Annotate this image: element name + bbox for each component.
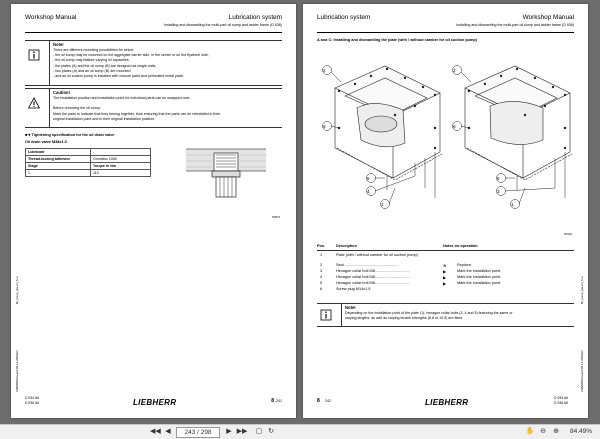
figure-id: f46873 xyxy=(272,216,280,219)
callout-label: 5 xyxy=(497,176,500,181)
table-row: Thread-locking adhesive Omnivisc 1050 xyxy=(26,156,151,163)
table-row: Stage Torque in Nm xyxy=(26,163,151,170)
footer-code: D 936 A6 xyxy=(25,401,39,405)
side-text: BI_issue_lpa-en_5-a xyxy=(580,276,584,304)
footer-code: D 936 A6 xyxy=(554,401,568,405)
section-title: A and C: Installing and dismantling the plate (with / without camber for oil suction pump) xyxy=(317,38,477,42)
liebherr-logo: LIEBHERR xyxy=(133,398,177,407)
header-left: Workshop Manual xyxy=(25,14,77,21)
last-page-icon[interactable]: ▶▶ xyxy=(236,428,248,435)
zoom-in-icon[interactable]: ⊕ xyxy=(553,428,559,435)
page-number-input[interactable]: 243 / 298 xyxy=(176,427,220,438)
header-subtitle: Installing and dismantling the multi-part oil sump and ladder frame (D 938) xyxy=(456,23,574,27)
rotate-icon[interactable]: ↻ xyxy=(268,428,274,435)
oil-sump-plate-drawing xyxy=(315,48,577,233)
fit-page-icon[interactable]: ▢ xyxy=(255,428,263,435)
callout-label: 2 xyxy=(453,68,456,73)
spec-heading: ■➜ Tightening specification for the oil drain valve xyxy=(25,133,115,137)
page-left xyxy=(11,4,296,418)
spec-subheading: Oil drain valve M38x1.5 xyxy=(25,140,67,144)
page-right: Lubrication system Workshop Manual Installing and dismantling the multi-part oil sump and ladder frame (D 938) A and C: Installing and dismantling the plate (with / without camber for oil suction pump) 2 6 5 4 1 2 6 5 3 1 f45181 Pos. Description Notes on operation 1 Plate (with / without camber for oil suction pump) 2 Seal.................................................... ⊗ Replace. 3 Hexagon collar bolt M8................................. ▶ Mark the installation point. 4 Hexagon collar bolt M8................................. ▶ Mark the installation point. 5 Hexagon collar bolt M8................................. ▶ Mark the installation point. 6 Screw plug M14x1.5 Note! Depending on the installation point of the plate (1), hexagon collar bolts (3, 4 and 5) featuring the same or varying lengths, as well as varying tensile strengths (8.8 or 10.9) are fitted. BI_issue_lpa-en_5-a LWM08D/Issued 08.12.2009/en 8 242 LIEBHERR D 934 A6 D 936 A6 xyxy=(303,4,588,418)
callout-label: 1 xyxy=(381,202,384,207)
callout-label: 4 xyxy=(367,189,370,194)
zoom-out-icon[interactable]: ⊖ xyxy=(540,428,546,435)
page-label: 8 xyxy=(317,398,320,404)
side-text: LWM08D/Issued 08.12.2009/en xyxy=(580,350,584,392)
liebherr-logo: LIEBHERR xyxy=(425,398,469,407)
callout-label: 6 xyxy=(323,124,326,129)
side-text: LWM08D/Issued 08.12.2009/en xyxy=(15,350,19,392)
pan-icon[interactable]: ✋ xyxy=(525,428,535,435)
callout-label: 2 xyxy=(323,68,326,73)
next-page-icon[interactable]: ▶ xyxy=(226,428,232,435)
caution-box xyxy=(25,88,282,128)
replace-icon: ⊗ xyxy=(443,264,447,268)
page-number: 242 xyxy=(325,399,331,403)
info-icon xyxy=(320,309,332,321)
figure-id: f45181 xyxy=(564,233,572,236)
info-icon xyxy=(28,49,40,61)
page-header xyxy=(317,14,574,33)
note-body: Depending on the installation point of the plate (1), hexagon collar bolts (3, 4 and 5) featuring the same or varying lengths, as well as varying tensile strengths (8.8 or 10.9) are fitted. xyxy=(345,311,513,321)
mark-icon: ▶ xyxy=(443,276,446,280)
page-footer xyxy=(25,396,282,410)
header-subtitle: Installing and dismantling the multi-part oil sump and ladder frame (D 938) xyxy=(164,23,282,27)
note-body: There are different mounting possibilities for which: - the oil sump may be mounted on the aggregate carrier side, in the centre or on the flywheel side, - the oil sump may feature varying oil capacities, - the plates (A) and the oil sump (B) are designed as single units, - two plates (A) and an oil sump (B) are mounted - and an oil suction pump is installed with closure parts and perforated metal plate. xyxy=(53,48,209,79)
page-number: 241 xyxy=(276,399,282,403)
note-title: Note! xyxy=(53,42,64,47)
callout-label: 1 xyxy=(511,202,514,207)
footer-code: D 934 A6 xyxy=(554,396,568,400)
warning-icon xyxy=(28,97,40,109)
mark-icon: ▶ xyxy=(443,282,446,286)
header-right: Workshop Manual xyxy=(522,14,574,21)
header-left: Lubrication system xyxy=(317,14,371,21)
footer-code: D 934 A6 xyxy=(25,396,39,400)
table-row: Lubricant - xyxy=(26,149,151,156)
zoom-level[interactable]: 84.49% xyxy=(569,428,593,435)
header-right: Lubrication system xyxy=(228,14,282,21)
callout-label: 5 xyxy=(367,176,370,181)
prev-page-icon[interactable]: ◀ xyxy=(165,428,171,435)
spec-table xyxy=(25,148,151,177)
note-title: Note! xyxy=(345,305,356,310)
note-box xyxy=(317,303,574,327)
callout-label: 3 xyxy=(497,189,500,194)
table-row: 1. 110 xyxy=(26,170,151,177)
first-page-icon[interactable]: ◀◀ xyxy=(150,428,161,435)
page-footer xyxy=(317,396,574,410)
caution-title: Caution! xyxy=(53,90,70,95)
viewer-toolbar xyxy=(0,424,600,439)
side-text: BI_issue_lpa-en_5-a xyxy=(15,276,19,304)
drain-valve-drawing xyxy=(186,147,266,209)
page-header xyxy=(25,14,282,33)
note-box xyxy=(25,40,282,86)
page-label: 8 xyxy=(271,398,274,404)
callout-label: 6 xyxy=(453,124,456,129)
caution-body: The installation position and installation point for individual parts can be swapped over. Before removing the oil sump: Mark the parts to indicate that they belong together, thus ensuring that the parts can be reinstalled in their original installation point and in their original installation position. xyxy=(53,96,221,121)
mark-icon: ▶ xyxy=(443,270,446,274)
